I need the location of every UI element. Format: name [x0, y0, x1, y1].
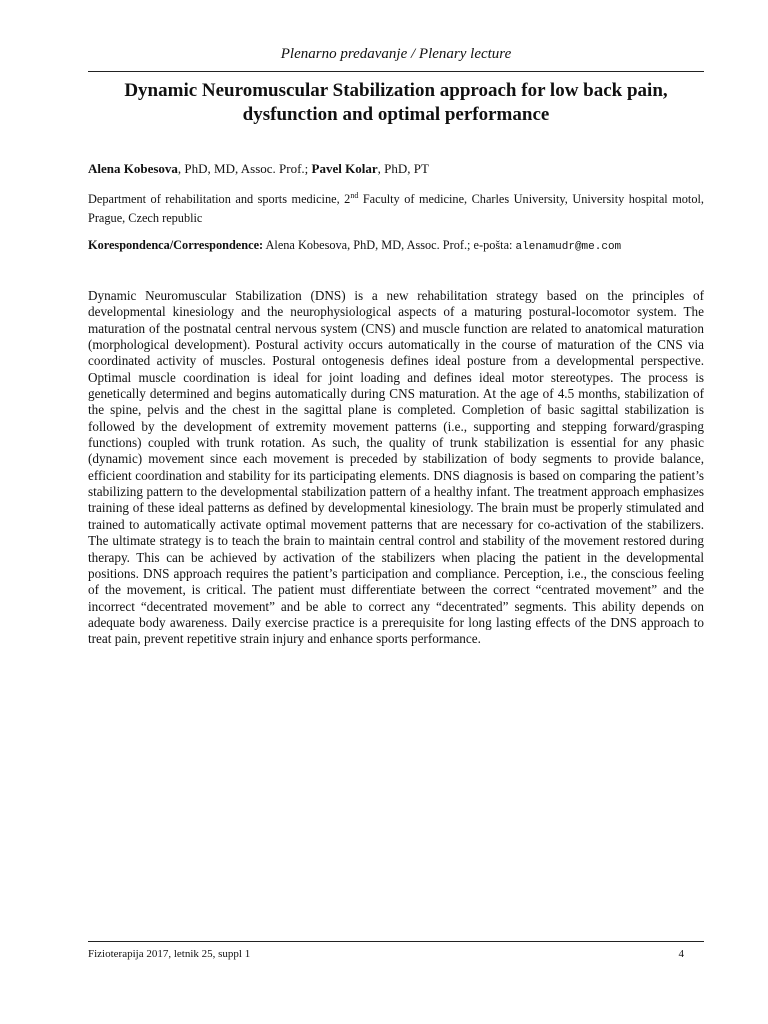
correspondence-text: Alena Kobesova, PhD, MD, Assoc. Prof.; e-pošta:	[263, 238, 516, 252]
abstract-paragraph: Dynamic Neuromuscular Stabilization (DNS) is a new rehabilitation strategy based on the principles of developmental kinesiology and the neurophysiological aspects of a maturing postural-locomotor system. The maturation of the postnatal central nervous system (CNS) and muscle function are related to anatomical maturation (morphological development). Postural activity occurs automatically in the course of maturation of the CNS via coordinated activity of muscles. Postural ontogenesis defines ideal posture from a developmental perspective. Optimal muscle coordination is ideal for joint loading and defines ideal motor stereotypes. The process is genetically determined and begins automatically during CNS maturation. At the age of 4.5 months, stabilization of the spine, pelvis and the chest in the sagittal plane is completed. Completion of basic sagittal stabilization is followed by the development of extremity movement patterns (i.e., supporting and stepping forward/grasping functions) coupled with trunk rotation. As such, the quality of trunk stabilization is essential for any phasic (dynamic) movement since each movement is preceded by stabilization of body segments to provide balance, efficient coordination and stability for its participating elements. DNS diagnosis is based on comparing the patient’s stabilizing pattern to the developmental stabilization pattern of a healthy infant. The treatment approach emphasizes training of these ideal patterns as defined by developmental kinesiology. The brain must be properly stimulated and trained to automatically activate optimal movement patterns that are necessary for co-activation of the stabilizers. The ultimate strategy is to teach the brain to maintain central control and stability of the movement restored during therapy. This can be achieved by activation of the stabilizers when placing the patient in the developmental positions. DNS approach requires the patient’s participation and compliance. Perception, i.e., the conscious feeling of the movement, is critical. The patient must differentiate between the correct “centrated movement” and the incorrect “decentrated movement” and be able to correct any “decentrated” segments. This ability depends on adequate body awareness. Daily exercise practice is a prerequisite for long lasting effects of the DNS approach to treat pain, prevent repetitive strain injury and enhance sports performance.	[88, 288, 704, 647]
author-credentials: , PhD, PT	[377, 161, 429, 176]
affiliation	[88, 190, 704, 228]
correspondence	[88, 237, 704, 256]
page	[88, 0, 704, 1024]
header-rule	[88, 71, 704, 72]
author-line	[88, 160, 704, 177]
affiliation-text: Faculty of medicine, Charles University, University hospital motol, Prague, Czech republic	[88, 192, 704, 225]
page-number: 4	[678, 948, 684, 960]
article-title: Dynamic Neuromuscular Stabilization approach for low back pain, dysfunction and optimal performance	[124, 80, 668, 125]
affiliation-superscript: nd	[350, 190, 359, 200]
correspondence-label: Korespondenca/Correspondence:	[88, 238, 264, 252]
journal-citation: Fizioterapija 2017, letnik 25, suppl 1	[88, 948, 251, 960]
affiliation-text: Department of rehabilitation and sports medicine, 2	[88, 192, 351, 206]
email-link[interactable]: alenamudr@me.com	[515, 241, 622, 253]
author-name: Pavel Kolar	[311, 161, 378, 176]
footer-rule	[88, 941, 704, 942]
author-name: Alena Kobesova	[88, 161, 178, 176]
author-credentials: , PhD, MD, Assoc. Prof.;	[177, 161, 312, 176]
running-header: Plenarno predavanje / Plenary lecture	[280, 46, 512, 62]
